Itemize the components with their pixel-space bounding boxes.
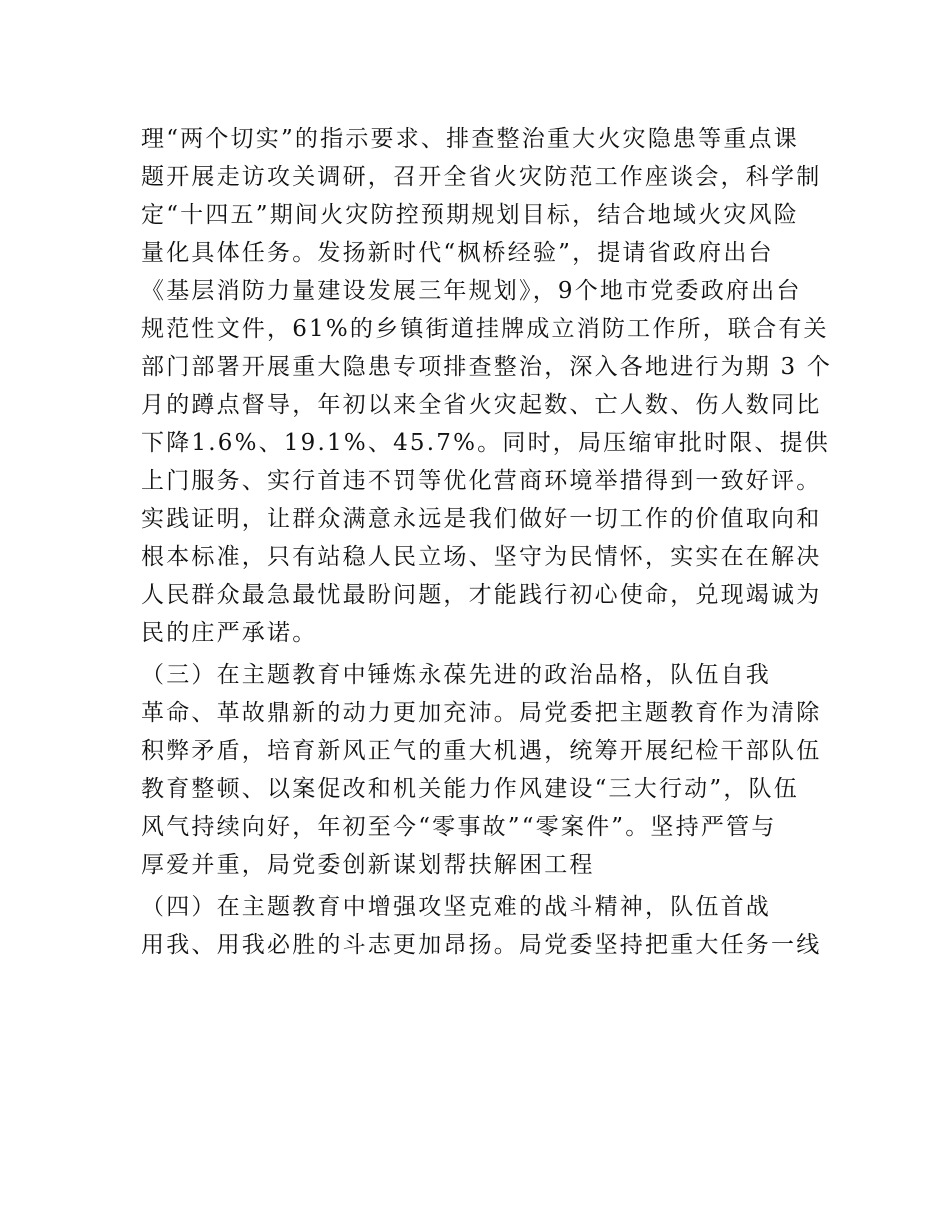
text-line: 实践证明，让群众满意永远是我们做好一切工作的价值取向和: [141, 506, 822, 532]
text-line: 下降1.6%、19.1%、45.7%。同时，局压缩审批时限、提供: [141, 430, 830, 456]
text-line: 题开展走访攻关调研，召开全省火灾防范工作座谈会，科学制: [141, 164, 822, 190]
text-line: 根本标准，只有站稳人民立场、坚守为民情怀，实实在在解决: [141, 544, 822, 570]
text-line: （三）在主题教育中锤炼永葆先进的政治品格，队伍自我: [141, 662, 771, 688]
text-line: 民的庄严承诺。: [141, 620, 318, 646]
text-line: 规范性文件，61%的乡镇街道挂牌成立消防工作所，联合有关: [141, 316, 829, 342]
text-line: 革命、革故鼎新的动力更加充沛。局党委把主题教育作为清除: [141, 700, 822, 726]
text-line: 《基层消防力量建设发展三年规划》，9个地市党委政府出台: [141, 278, 802, 304]
text-line: 积弊矛盾，培育新风正气的重大机遇，统筹开展纪检干部队伍: [141, 738, 822, 764]
text-line: 风气持续向好，年初至今“零事故”“零案件”。坚持严管与: [141, 814, 777, 840]
text-line: 月的蹲点督导，年初以来全省火灾起数、亡人数、伤人数同比: [141, 392, 822, 418]
text-line: 理“两个切实”的指示要求、排查整治重大火灾隐患等重点课: [141, 126, 799, 152]
text-line: 部门部署开展重大隐患专项排查整治，深入各地进行为期 3 个: [141, 354, 833, 380]
text-line: 用我、用我必胜的斗志更加昂扬。局党委坚持把重大任务一线: [141, 932, 822, 958]
text-line: 定“十四五”期间火灾防控预期规划目标，结合地域火灾风险: [141, 202, 799, 228]
text-line: 人民群众最急最忧最盼问题，才能践行初心使命，兑现竭诚为: [141, 582, 822, 608]
text-line: 教育整顿、以案促改和机关能力作风建设“三大行动”，队伍: [141, 776, 799, 802]
text-line: （四）在主题教育中增强攻坚克难的战斗精神，队伍首战: [141, 894, 771, 920]
text-line: 上门服务、实行首违不罚等优化营商环境举措得到一致好评。: [141, 468, 822, 494]
text-line: 量化具体任务。发扬新时代“枫桥经验”，提请省政府出台: [141, 240, 774, 266]
text-line: 厚爱并重，局党委创新谋划帮扶解困工程: [141, 852, 595, 878]
